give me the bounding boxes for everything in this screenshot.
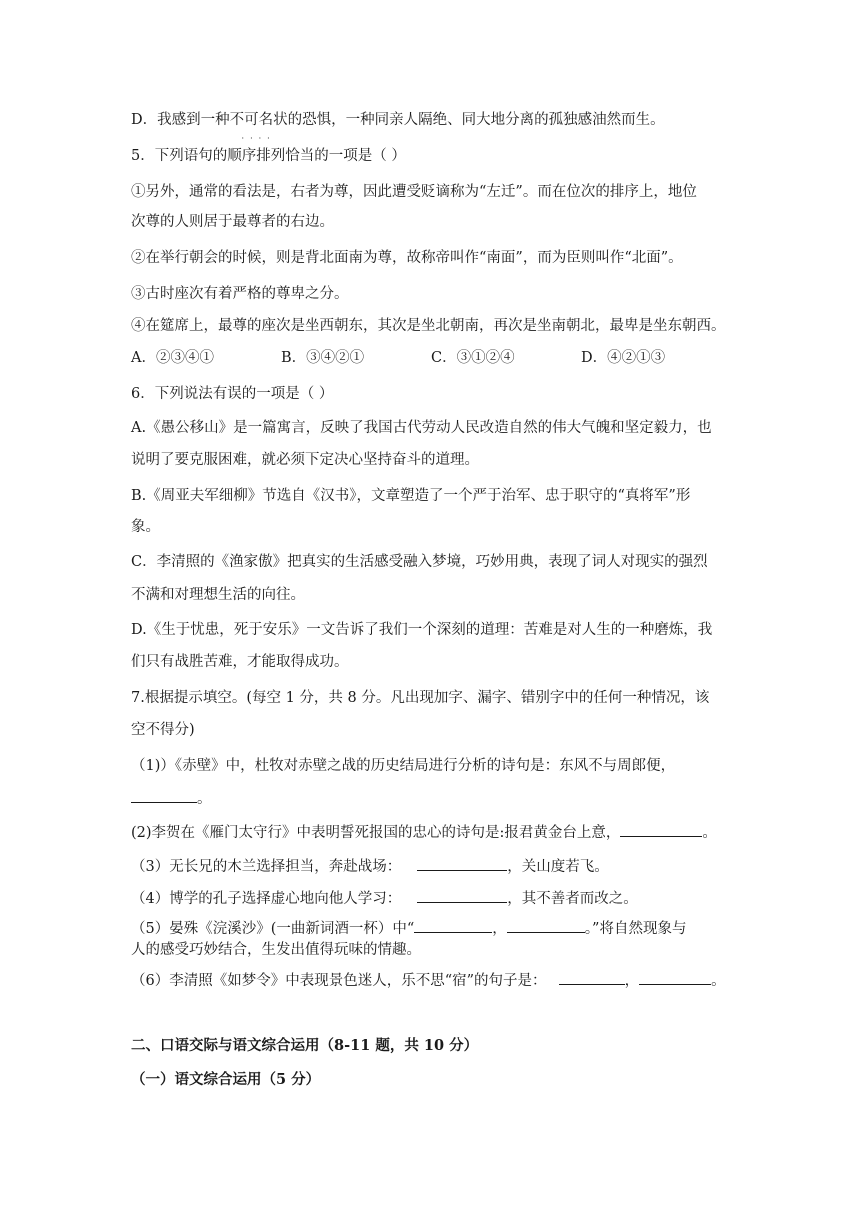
q7-item-1-end: 。 bbox=[197, 791, 212, 807]
q7-item-1-blank[interactable] bbox=[131, 788, 197, 803]
q7-item-5-blank-2[interactable] bbox=[507, 918, 585, 933]
q4-d-suffix: 的恐惧，一种同亲人隔绝、同大地分离的孤独感油然而生。 bbox=[287, 112, 665, 128]
q5-options bbox=[131, 348, 741, 368]
q5-option-d[interactable]: D．④②①③ bbox=[581, 350, 666, 366]
q7-item-4-end: ，其不善者而改之。 bbox=[507, 891, 638, 907]
q7-item-2-blank[interactable] bbox=[620, 822, 702, 837]
q4-d-emphasis-text: 不可名状 bbox=[229, 112, 288, 128]
q7-item-6-blank-2[interactable] bbox=[639, 970, 711, 985]
q7-item-4 bbox=[131, 888, 741, 909]
q7-item-5-line-1 bbox=[131, 918, 741, 939]
q7-item-5-mid: ， bbox=[492, 921, 507, 937]
q7-item-5-blank-1[interactable] bbox=[414, 918, 492, 933]
q7-item-5-end: 。”将自然现象与 bbox=[584, 921, 687, 937]
q4-d-prefix: D．我感到一种 bbox=[131, 112, 230, 128]
section-2-sub-1: （一）语文综合运用（5 分） bbox=[131, 1071, 321, 1088]
q7-item-3-end: ，关山度若飞。 bbox=[507, 859, 609, 875]
q5-sentence-3: ③古时座次有着严格的尊卑之分。 bbox=[131, 286, 349, 302]
q4-option-d bbox=[131, 110, 741, 143]
q6-option-d-line-1: D.《生于忧患，死于安乐》一文告诉了我们一个深刻的道理：苦难是对人生的一种磨炼，我 bbox=[131, 622, 713, 638]
q7-item-3-text: （3）无长兄的木兰选择担当，奔赴战场： bbox=[131, 859, 402, 875]
q6-option-c-line-1: C．李清照的《渔家傲》把真实的生活感受融入梦境，巧妙用典，表现了词人对现实的强烈 bbox=[131, 554, 708, 570]
q6-option-c-line-2: 不满和对理想生活的向往。 bbox=[131, 587, 305, 603]
q7-item-6-text: （6）李清照《如梦令》中表现景色迷人，乐不思“宿”的句子是： bbox=[131, 973, 547, 989]
q7-item-4-text: （4）博学的孔子选择虚心地向他人学习： bbox=[131, 891, 402, 907]
q6-option-b-line-1: B.《周亚夫军细柳》节选自《汉书》，文章塑造了一个严于治军、忠于职守的“真将军”形 bbox=[131, 488, 691, 504]
q6-option-b-line-2: 象。 bbox=[131, 519, 160, 535]
q7-item-1-line-1: （1)）《赤壁》中，杜牧对赤壁之战的历史结局进行分析的诗句是：东风不与周郎便， bbox=[131, 758, 676, 774]
q7-stem-line-2: 空不得分) bbox=[131, 722, 195, 738]
q7-item-6-end: 。 bbox=[711, 973, 726, 989]
q7-item-2-text: (2)李贺在《雁门太守行》中表明誓死报国的忠心的诗句是:报君黄金台上意， bbox=[131, 825, 621, 841]
q7-item-3 bbox=[131, 856, 741, 877]
q4-d-emphasis bbox=[229, 112, 288, 143]
q7-item-3-blank[interactable] bbox=[417, 856, 507, 871]
q5-stem: 5．下列语句的顺序排列恰当的一项是（ ） bbox=[131, 148, 406, 164]
q7-item-2 bbox=[131, 822, 741, 843]
q6-option-a-line-2: 说明了要克服困难，就必须下定决心坚持奋斗的道理。 bbox=[131, 452, 479, 468]
q5-sentence-2: ②在举行朝会的时候，则是背北面南为尊，故称帝叫作“南面”，而为臣则叫作“北面”。 bbox=[131, 250, 683, 266]
q7-item-4-blank[interactable] bbox=[417, 888, 507, 903]
q7-item-6 bbox=[131, 970, 741, 991]
q6-option-d-line-2: 们只有战胜苦难，才能取得成功。 bbox=[131, 654, 349, 670]
q6-stem: 6．下列说法有误的一项是（ ） bbox=[131, 386, 334, 402]
q7-item-6-mid: ， bbox=[624, 973, 640, 989]
q5-option-c[interactable]: C．③①②④ bbox=[431, 350, 515, 366]
q7-item-5-line-2: 人的感受巧妙结合，生发出值得玩味的情趣。 bbox=[131, 942, 421, 958]
q5-sentence-1-line-2: 次尊的人则居于最尊者的右边。 bbox=[131, 214, 334, 230]
q7-item-5-text: （5）晏殊《浣溪沙》(一曲新词酒一杯）中“ bbox=[131, 921, 415, 937]
q7-item-1-line-2 bbox=[131, 788, 741, 809]
emphasis-dots: ···· bbox=[241, 134, 276, 143]
q7-item-6-blank-1[interactable] bbox=[559, 970, 625, 985]
q5-sentence-4: ④在筵席上，最尊的座次是坐西朝东，其次是坐北朝南，再次是坐南朝北，最卑是坐东朝西。 bbox=[131, 318, 726, 334]
q5-sentence-1-line-1: ①另外，通常的看法是，右者为尊，因此遭受贬谪称为“左迁”。而在位次的排序上，地位 bbox=[131, 184, 697, 200]
q7-item-2-end: 。 bbox=[702, 825, 717, 841]
q6-option-a-line-1: A.《愚公移山》是一篇寓言，反映了我国古代劳动人民改造自然的伟大气魄和坚定毅力，也 bbox=[131, 420, 712, 436]
section-2-title: 二、口语交际与语文综合运用（8-11 题，共 10 分） bbox=[131, 1037, 479, 1054]
q5-option-b[interactable]: B．③④②① bbox=[281, 350, 365, 366]
q5-option-a[interactable]: A．②③④① bbox=[131, 350, 214, 366]
q7-stem-line-1: 7.根据提示填空。(每空 1 分，共 8 分。凡出现加字、漏字、错别字中的任何一种情况，该 bbox=[131, 690, 710, 706]
